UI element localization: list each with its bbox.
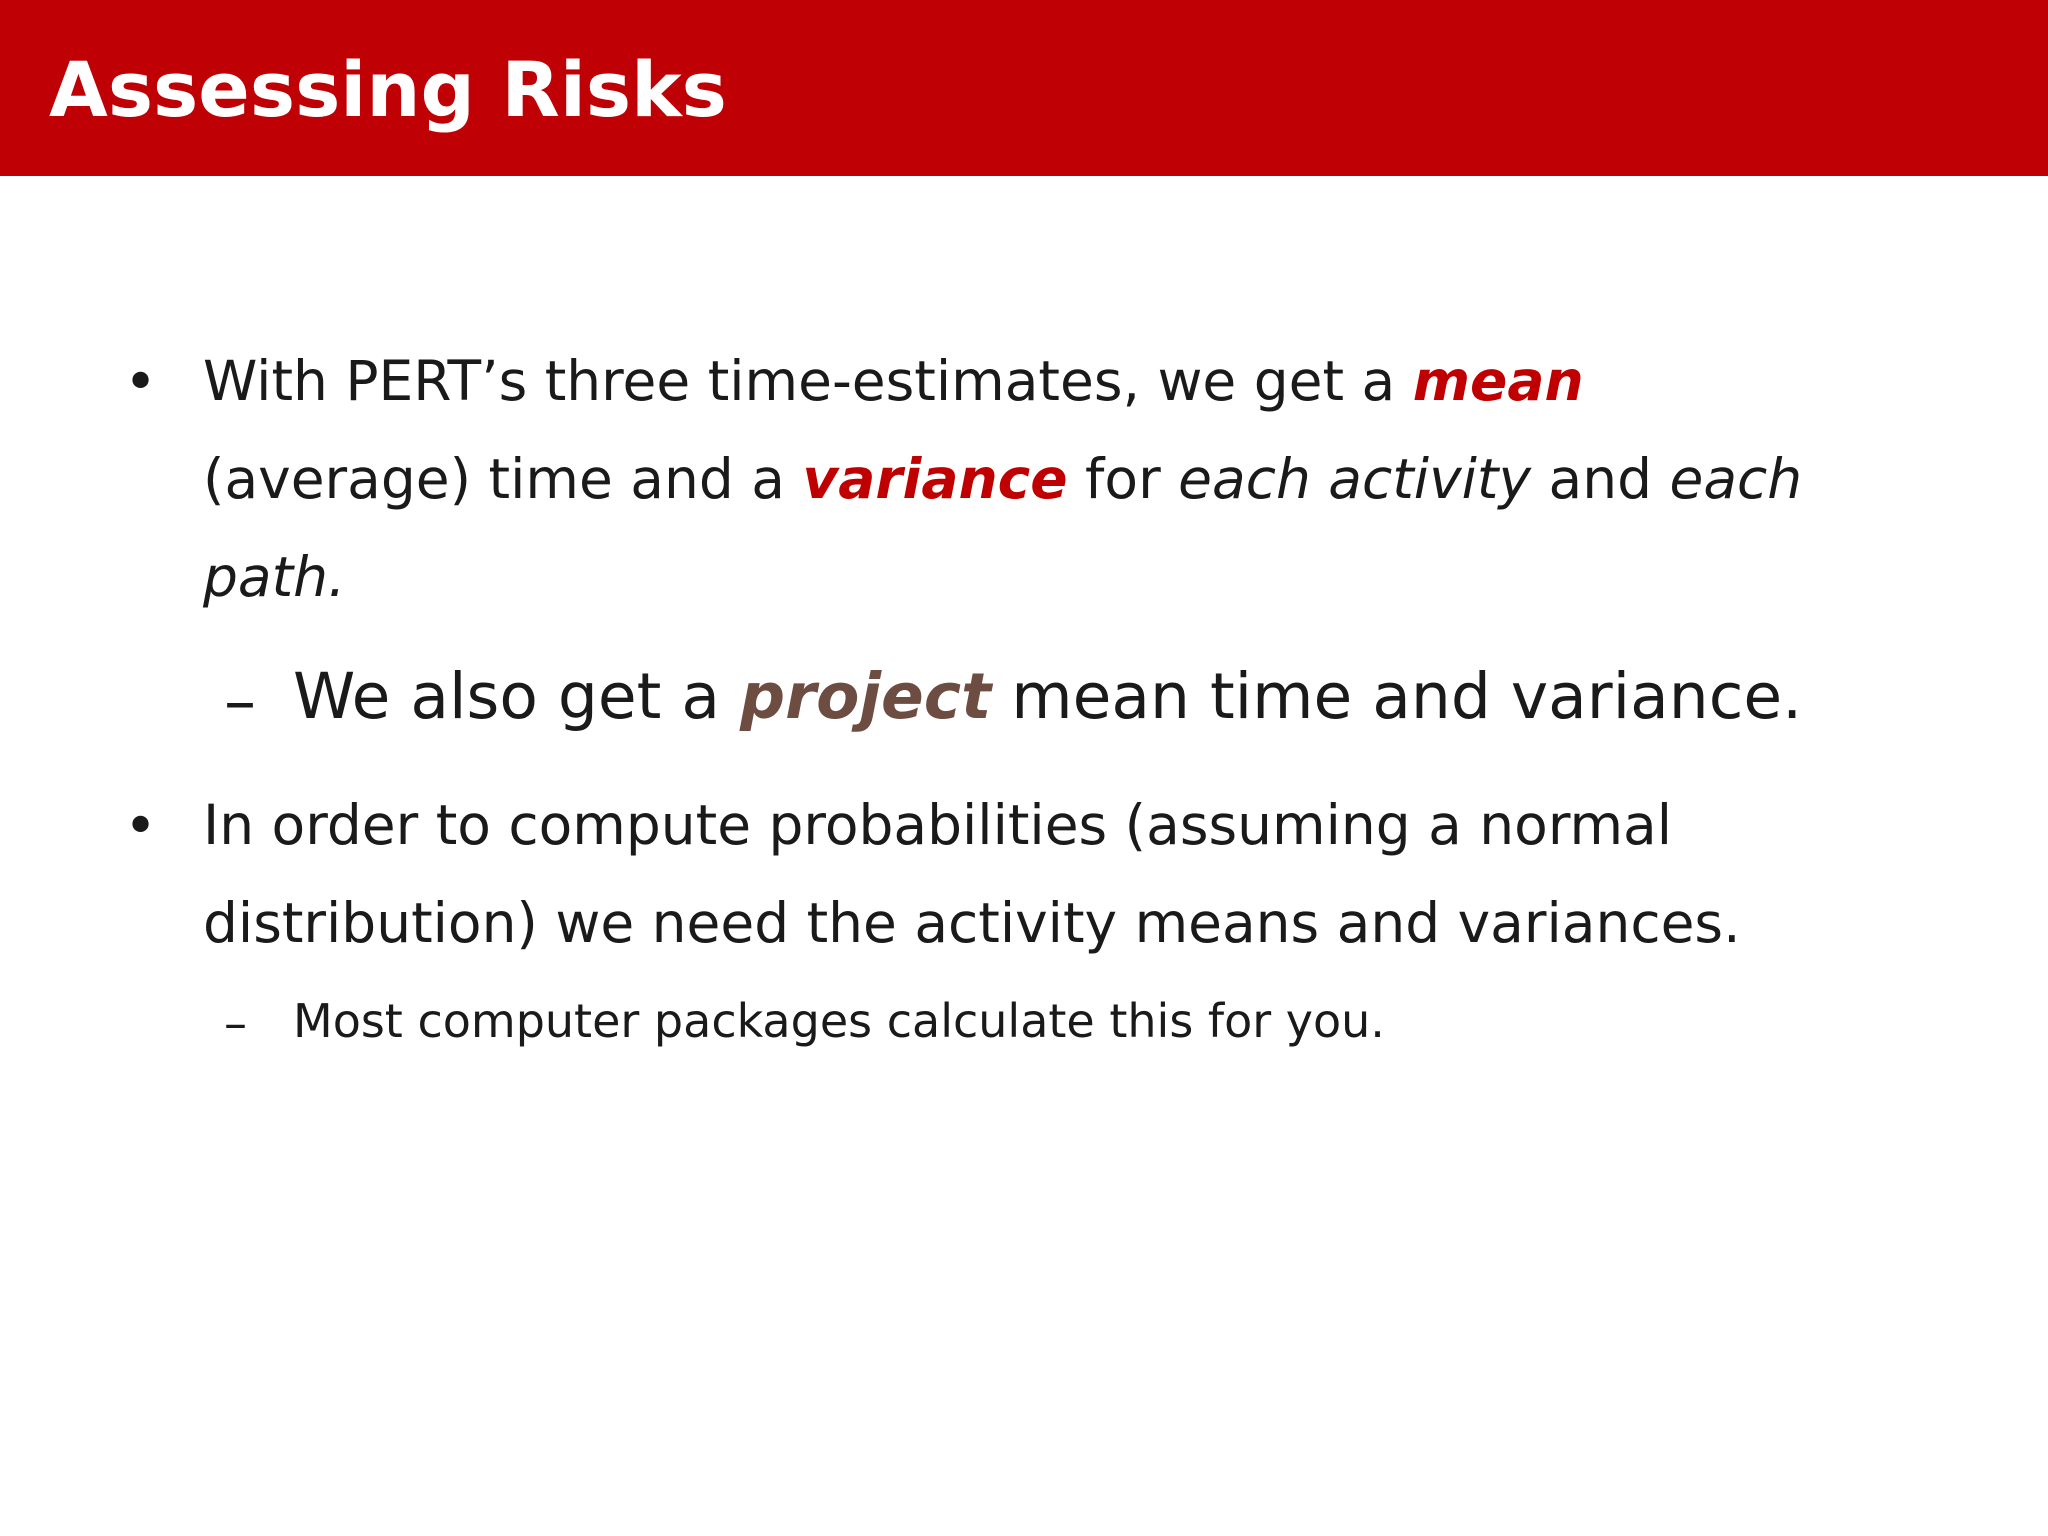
- text-segment: With PERT’s three time-estimates, we get a: [203, 349, 1413, 413]
- text-segment: (average) time and a: [203, 447, 803, 511]
- italic-segment: each activity: [1178, 447, 1532, 511]
- emphasis-mean: mean: [1412, 349, 1584, 413]
- bullet-marker: •: [124, 350, 158, 415]
- sub-bullet-text: [293, 994, 1385, 1049]
- text-segment: and: [1531, 447, 1670, 511]
- bullet-text: [203, 332, 1843, 626]
- bullet-marker: •: [124, 794, 158, 859]
- text-segment: In order to compute probabilities (assuming a normal distribution) we need the activity means and variances.: [203, 793, 1741, 955]
- text-segment: for: [1067, 447, 1179, 511]
- slide-title: Assessing Risks: [49, 45, 727, 134]
- sub-bullet-marker: –: [224, 665, 256, 739]
- bullet-text: [203, 776, 1803, 972]
- text-segment: Most computer packages calculate this for you.: [293, 994, 1385, 1048]
- text-segment: mean time and variance.: [991, 660, 1803, 733]
- title-bar: [0, 0, 2048, 176]
- emphasis-project: project: [740, 660, 992, 733]
- sub-bullet-marker: –: [224, 996, 247, 1050]
- emphasis-variance: variance: [802, 447, 1068, 511]
- sub-bullet-text: [293, 659, 1802, 735]
- italic-segment: each path.: [203, 447, 1803, 609]
- text-segment: We also get a: [293, 660, 740, 733]
